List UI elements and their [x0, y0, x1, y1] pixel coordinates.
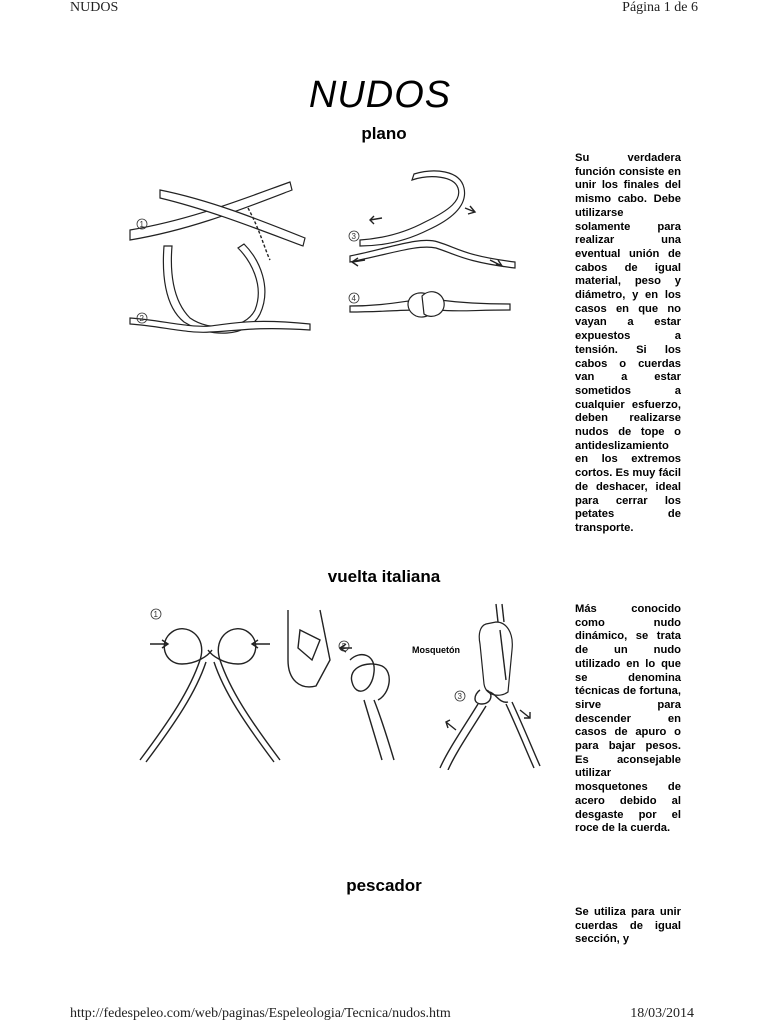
svg-text:2: 2: [139, 314, 144, 323]
section-title-vuelta-italiana: vuelta italiana: [327, 567, 441, 586]
vuelta-italiana-step-1-figure: [140, 609, 280, 762]
svg-text:1: 1: [139, 220, 144, 229]
svg-text:1: 1: [153, 610, 158, 619]
page-footer-url: http://fedespeleo.com/web/paginas/Espeleologia/Tecnica/nudos.htm: [70, 1006, 451, 1021]
plano-knot-illustration: [120, 160, 530, 350]
plano-step-4-figure: [349, 292, 510, 317]
page-header-pagination: Página 1 de 6: [622, 0, 698, 15]
svg-text:2: 2: [341, 642, 346, 651]
plano-step-1-figure: [130, 182, 305, 260]
section-text-pescador: Se utiliza para unir cuerdas de igual sección, y: [575, 906, 681, 946]
page-footer-date: 18/03/2014: [630, 1006, 694, 1021]
vuelta-italiana-step-2-figure: [288, 610, 394, 760]
plano-step-3-figure: [349, 171, 515, 268]
page-title: NUDOS: [308, 74, 452, 116]
vuelta-italiana-step-3-figure: [440, 604, 540, 770]
section-title-plano: plano: [361, 124, 407, 143]
vuelta-italiana-illustration: [120, 600, 550, 770]
section-title-pescador: pescador: [346, 876, 422, 895]
svg-text:4: 4: [351, 294, 356, 303]
page-header-title: NUDOS: [70, 0, 119, 15]
svg-text:3: 3: [351, 232, 356, 241]
section-text-plano: Su verdadera función consiste en unir los finales del mismo cabo. Debe utilizarse solamente para realizar una eventual unión de cabos de igual material, peso y diámetro, y en los casos en que no vayan a estar expuestos a tensión. Si los cabos o cuerdas van a estar sometidos a cualquier esfuerzo, deben realizarse nudos de tope o antideslizamiento en los extremos cortos. Es muy fácil de deshacer, ideal para cerrar los petates de transporte.: [575, 152, 681, 534]
section-text-vuelta-italiana: Más conocido como nudo dinámico, se trata de un nudo utilizado en lo que se denomina técnicas de fortuna, sirve para descender en casos de apuro o para bajar pesos. Es aconsejable utilizar mosquetones de acero debido al desgaste por el roce de la cuerda.: [575, 603, 681, 835]
svg-text:3: 3: [457, 692, 462, 701]
carabiner-label: Mosquetón: [412, 645, 460, 655]
plano-step-2-figure: [130, 244, 310, 333]
